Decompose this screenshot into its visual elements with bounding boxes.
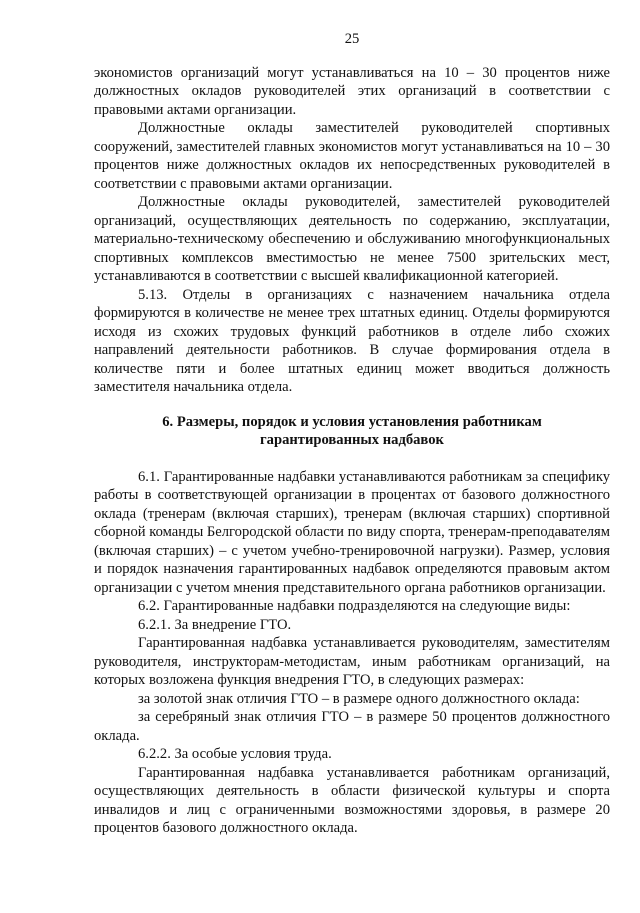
paragraph-6-2: 6.2. Гарантированные надбавки подразделяются на следующие виды: [138,598,571,614]
document-page [94,30,610,838]
paragraph-6-2-2: 6.2.2. За особые условия труда. [138,746,332,762]
paragraph-6-2-1: 6.2.1. За внедрение ГТО. [138,616,292,633]
section-heading-line-1: 6. Размеры, порядок и условия установления работникам [162,413,542,430]
paragraph-gold-badge: за золотой знак отличия ГТО – в размере одного должностного оклада: [138,690,580,707]
paragraph-special-conditions: Гарантированная надбавка устанавливается работникам организаций, осуществляющих деятельность в области физической культуры и спорта инвалидов и лиц с ограниченными возможностями здоровья, в размере 20 процентов базового должностного оклада. [94,764,610,836]
paragraph-6-1: 6.1. Гарантированные надбавки устанавливаются работникам за специфику работы в соответствующей организации в процентах от базового должностного оклада (тренерам (включая старших), тренерам (включая старших) спортивной сборной команды Белгородской области по виду спорта, тренерам-преподавателям (включая старших) – с учетом учебно-тренировочной нагрузки). Размер, условия и порядок назначения гарантированных надбавок определяются правовым актом организации с учетом мнения представительного органа работников организации. [94,468,610,596]
section-heading-line-2: гарантированных надбавок [260,432,444,448]
paragraph-sports-complex-salaries: Должностные оклады руководителей, заместителей руководителей организаций, осуществляющих деятельность по содержанию, эксплуатации, материально-техническому обеспечению и обслуживанию многофункциональных спортивных комплексов вместимостью не менее 7500 зрительских мест, устанавливаются в соответствии с высшей квалификационной категорией. [94,194,610,284]
page-number: 25 [344,31,360,47]
paragraph-economists-continuation: экономистов организаций могут устанавливаться на 10 – 30 процентов ниже должностных окладов руководителей этих организаций в соответствии с правовыми актами организации. [94,64,610,118]
section-heading [94,413,610,450]
paragraph-5-13-departments: 5.13. Отделы в организациях с назначением начальника отдела формируются в количестве не менее трех штатных единиц. Отделы формируются исходя из схожих трудовых функций работников в отделе либо схожих направлений деятельности работников. В случае формирования отдела в количестве пяти и более штатных единиц может вводиться должность заместителя начальника отдела. [94,286,610,395]
paragraph-silver-badge: за серебряный знак отличия ГТО – в размере 50 процентов должностного оклада. [94,709,610,744]
paragraph-gto-allowance: Гарантированная надбавка устанавливается руководителям, заместителям руководителя, инструкторам-методистам, иным работникам организаций, на которых возложена функция внедрения ГТО, в следующих размерах: [94,635,610,688]
paragraph-deputy-salaries: Должностные оклады заместителей руководителей спортивных сооружений, заместителей главных экономистов могут устанавливаться на 10 – 30 процентов ниже должностных окладов их непосредственных руководителей в соответствии с правовыми актами организации. [94,120,610,192]
